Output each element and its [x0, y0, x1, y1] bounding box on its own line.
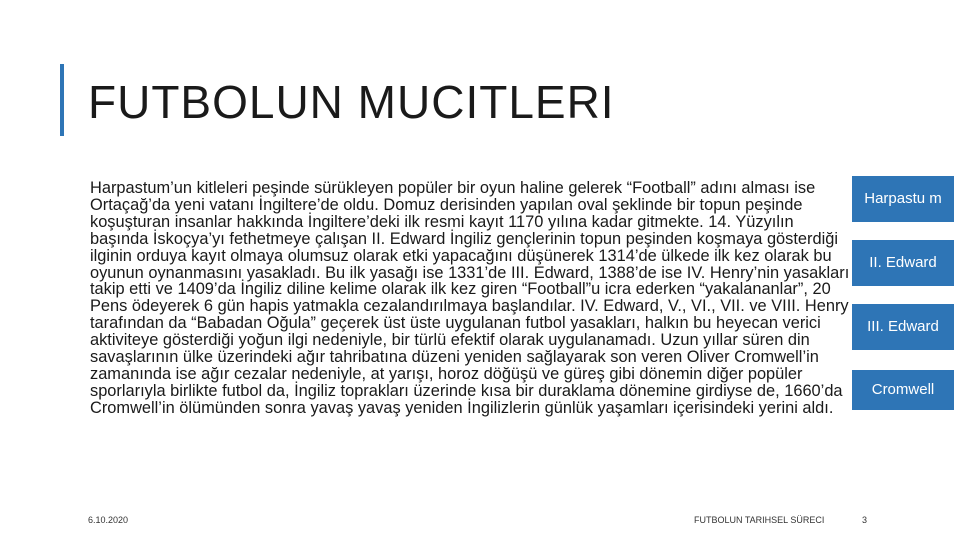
- title-accent-bar: [60, 64, 64, 136]
- tag-label: Harpastu m: [864, 190, 942, 207]
- tag-cromwell: [852, 370, 954, 410]
- slide-title: FUTBOLUN MUCITLERI: [88, 76, 615, 128]
- footer-title: FUTBOLUN TARIHSEL SÜRECI: [694, 515, 825, 525]
- footer-date: 6.10.2020: [88, 515, 129, 525]
- body-paragraph: Harpastum’un kitleleri peşinde sürükleyen popüler bir oyun haline gelerek “Football” adını alması ise Ortaçağ’da yeni vatanı İngiltere’de oldu. Domuz derisinden yapılan oval şeklinde bir topun peşinde koşuşturan insanlar hakkında İngiltere’deki ilk resmi kayıt 1170 yılına kadar gitmekte. 14. Yüzyılın başında İskoçya’yı fethetmeye çalışan II. Edward İngiliz gençlerinin topun peşinden koşmaya gösterdiği ilginin orduya kayıt olmaya olumsuz olarak etki yapacağını düşünerek 1314’de ülkede ilk kez olarak bu oyunun oynanmasını yasakladı. Bu ilk yasağı ise 1331’de III. Edward, 1388’de ise IV. Henry’nin yasakları takip etti ve 1409’da İngiliz diline kelime olarak ilk kez giren “Football”u icra ederken “yakalananlar”, 20 Pens ödeyerek 6 gün hapis yatmakla cezalandırılmaya başlandılar. IV. Edward, V., VI., VII. ve VIII. Henry tarafından da “Babadan Oğula” geçerek üst üste uygulanan futbol yasakları, halkın bu heyecan verici aktiviteye gösterdiği yoğun ilgi nedeniyle, bir türlü efektif olarak uygulanamadı. Uzun yıllar süren din savaşlarının ülke üzerindeki ağır tahribatına düzeni yeniden sağlayarak son veren Oliver Cromwell’in zamanında ise ağır cezalar nedeniyle, at yarışı, horoz döğüşü ve güreş gibi dönemin diğer popüler sporlarıyla birlikte futbol da, İngiliz toprakları üzerinde kısa bir duraklama dönemine girdiyse de, 1660’da Cromwell’in ölümünden sonra yavaş yavaş yeniden İngilizlerin günlük yaşamları içerisindeki yerini aldı.: [90, 179, 850, 417]
- tag-ii-edward: [852, 240, 954, 286]
- tag-label: II. Edward: [869, 254, 937, 271]
- tag-iii-edward: [852, 304, 954, 350]
- tag-harpastum: [852, 176, 954, 222]
- tag-label: III. Edward: [867, 318, 939, 335]
- page-number: 3: [862, 515, 868, 525]
- tag-label: Cromwell: [871, 381, 935, 398]
